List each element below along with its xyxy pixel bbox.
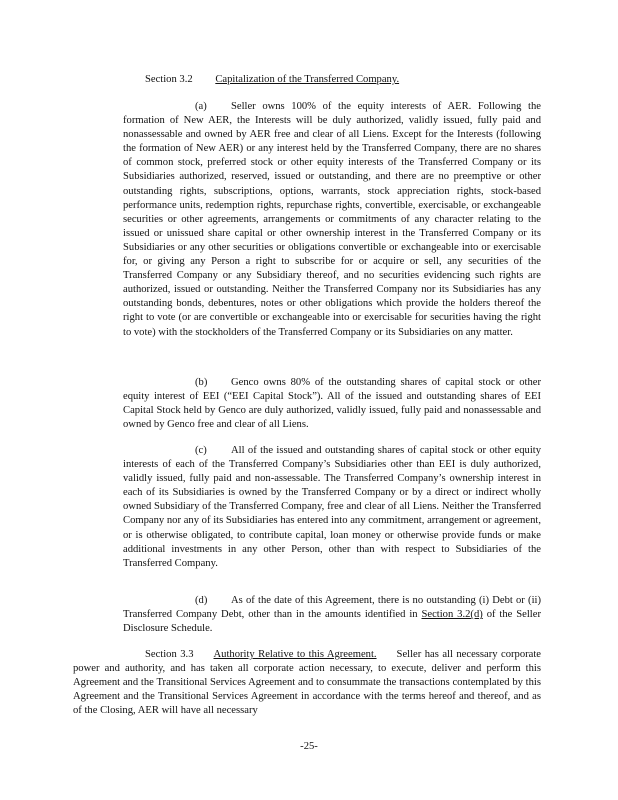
section-3-3-paragraph [73, 648, 541, 718]
section-3-2-heading [145, 73, 399, 87]
section-3-2-number: Section 3.2 [145, 74, 193, 85]
paragraph-b [123, 376, 541, 432]
paragraph-a-text: Seller owns 100% of the equity interests of AER. Following the formation of New AER, the Interests will be duly authorized, validly issued, fully paid and nonassessable and owned by AER free and clear of all Liens. Except for the Interests (following the formation of New AER) or any interest held by the Transferred Company, there are no shares of common stock, preferred stock or other equity interests of the Transferred Company or its Subsidiaries authorized, reserved, issued or outstanding, and there are no preemptive or other outstanding rights, subscriptions, options, warrants, stock appreciation rights, stock-based performance units, redemption rights, repurchase rights, convertible, exercisable, or exchangeable securities or other agreements, arrangements or commitments of any character relating to the issued or unissued share capital or other ownership interest in the Transferred Company or its Subsidiaries or any other securities or obligations convertible or exchangeable into or exercisable for, or giving any Person a right to subscribe for or acquire or sell, any securities of the Transferred Company or any Subsidiary thereof, and no securities evidencing such rights are authorized, issued or outstanding. Neither the Transferred Company nor its Subsidiaries has any outstanding bonds, debentures, notes or other obligations which provide the holders thereof the right to vote (or are convertible or exchangeable into or exercisable for securities having the right to vote) with the stockholders of the Transferred Company or its Subsidiaries on any matter. [123, 101, 541, 338]
section-3-3-title: Authority Relative to this Agreement. [213, 649, 377, 660]
page-number: -25- [300, 741, 318, 752]
paragraph-c-text: All of the issued and outstanding shares of capital stock or other equity interests of each of the Transferred Company’s Subsidiaries other than EEI is duly authorized, validly issued, fully paid and non-assessable. The Transferred Company’s ownership interest in each of its Subsidiaries is owned by the Transferred Company or by a direct or indirect wholly owned Subsidiary of the Transferred Company, free and clear of all Liens. Neither the Transferred Company nor any of its Subsidiaries has entered into any commitment, arrangement or agreement, or is otherwise obligated, to contribute capital, loan money or otherwise provide funds or make additional investments in any other Person, other than with respect to Subsidiaries of the Transferred Company. [123, 445, 541, 569]
section-3-3-text: Seller has all necessary corporate power and authority, and has taken all corporate action necessary, to execute, deliver and perform this Agreement and the Transitional Services Agreement and to consummate the transactions contemplated by this Agreement and the Transitional Services Agreement in accordance with the terms hereof and thereof, and as of the Closing, AER will have all necessary [73, 649, 542, 717]
paragraph-b-text: Genco owns 80% of the outstanding shares of capital stock or other equity interest of EEI (“EEI Capital Stock”). All of the issued and outstanding shares of EEI Capital Stock held by Genco are duly authorized, validly issued, fully paid and nonassessable and owned by Genco free and clear of all Liens. [123, 377, 541, 431]
paragraph-a-label: (a) [195, 101, 207, 112]
paragraph-d-label: (d) [195, 595, 208, 606]
paragraph-d-text: As of the date of this Agreement, there is no outstanding (i) Debt or (ii) Transferred Company Debt, other than in the amounts identified in [123, 595, 541, 621]
paragraph-c [123, 444, 541, 571]
paragraph-a [123, 100, 541, 340]
paragraph-d [123, 594, 541, 636]
paragraph-d-tail: of the Seller Disclosure Schedule. [123, 609, 541, 635]
section-3-2d-reference: Section 3.2(d) [421, 609, 483, 621]
paragraph-b-label: (b) [195, 377, 208, 388]
section-3-2-title: Capitalization of the Transferred Company. [215, 74, 400, 85]
paragraph-c-label: (c) [195, 445, 207, 456]
section-3-3-number: Section 3.3 [145, 649, 194, 660]
